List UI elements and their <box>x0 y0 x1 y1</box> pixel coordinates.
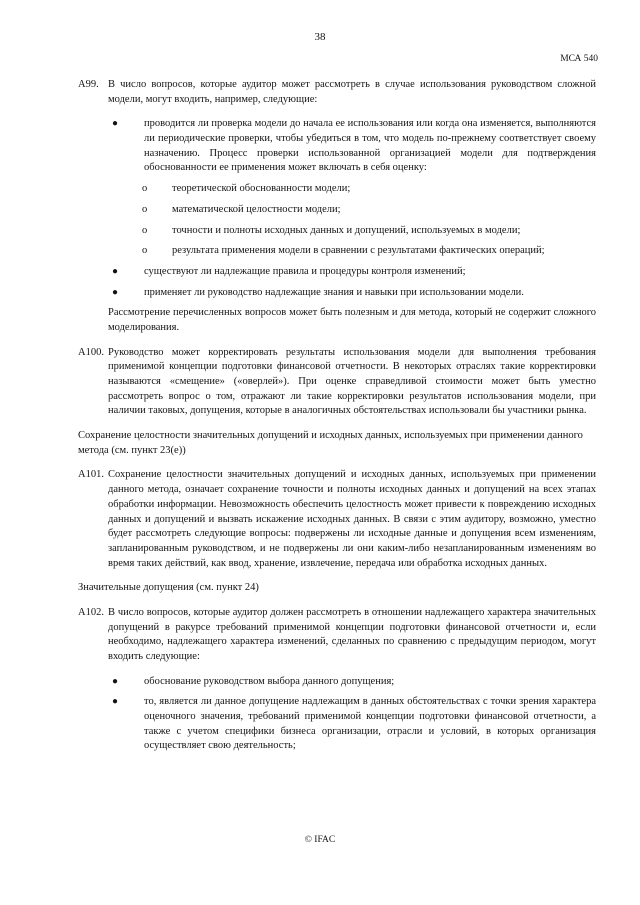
paragraph-number: A102. <box>78 606 104 618</box>
paragraph-continuation: Рассмотрение перечисленных вопросов может быть полезным и для метода, который не содержит сложного моделирования. <box>108 307 596 333</box>
list-item-text: существуют ли надлежащие правила и процедуры контроля изменений; <box>144 265 466 277</box>
sub-list-item <box>140 224 596 239</box>
paragraph-text: Руководство может корректировать результаты использования модели для выполнения требования применимой концепции подготовки финансовой отчетности. В некоторых отраслях такие корректировки называются «смещение» («оверлей»). При оценке справедливой стоимости может быть уместно рассмотреть вопрос о том, отражают ли такие корректировки результатов использования модели, при наличии таковых, допущения, которые в аналогичных обстоятельствах использовали бы участники рынка. <box>108 346 596 417</box>
list-item-text: применяет ли руководство надлежащие знания и навыки при использовании модели. <box>144 286 524 298</box>
bullet-icon: ● <box>112 696 119 708</box>
list-item <box>108 675 596 690</box>
sub-bullet-marker: o <box>142 203 148 215</box>
paragraph-a99 <box>78 78 596 107</box>
paragraph-number: A99. <box>78 79 99 90</box>
page-body <box>78 78 596 760</box>
list-item <box>108 286 596 301</box>
paragraph-number: A100. <box>78 346 104 358</box>
bullet-icon: ● <box>112 286 119 298</box>
sub-list-item-text: результата применения модели в сравнении с результатами фактических операций; <box>172 245 545 257</box>
paragraph-text: В число вопросов, которые аудитор должен рассмотреть в отношении надлежащего характера значительных допущений в ракурсе требований применимой концепции подготовки финансовой отчетности и, если необходимо, надлежащего характера изменений, сделанных по сравнению с предыдущим периодом, могут входить следующие: <box>108 606 596 662</box>
bullet-icon: ● <box>112 675 119 687</box>
sub-bullet-marker: o <box>142 224 148 236</box>
sub-bullet-marker: o <box>142 183 148 195</box>
sub-list-item <box>140 182 596 197</box>
list-item <box>108 695 596 754</box>
paragraph-text: Сохранение целостности значительных допущений и исходных данных, используемых при применении данного метода, означает сохранение точности и полноты исходных данных и допущений на всех этапах обработки информации. Невозможность обеспечить целостность может привести к повреждению исходных данных и допущений и вызвать искажение исходных данных. В связи с этим аудитору, возможно, уместно будет рассмотреть следующие вопросы: подвержены ли исходные данные и допущения всем изменениям, запланированным руководством, и не подвержены ли они каким-либо незапланированным изменениям во время таких действий, как ввод, хранение, извлечение, передача или обработка исходных данных. <box>108 469 596 569</box>
paragraph-number: A101. <box>78 469 104 481</box>
list-item-text: то, является ли данное допущение надлежащим в данных обстоятельствах с точки зрения характера оценочного значения, требований применимой концепции подготовки финансовой отчетности, а также с учетом специфики бизнеса организации, отрасли и условий, в которых организация осуществляет свою деятельность; <box>144 696 596 752</box>
footer-copyright: © IFAC <box>304 835 336 845</box>
section-heading: Значительные допущения (см. пункт 24) <box>78 582 259 594</box>
sub-list-item-text: точности и полноты исходных данных и допущений, используемых в модели; <box>172 224 521 236</box>
paragraph-text: В число вопросов, которые аудитор может рассмотреть в случае использования руководством сложной модели, могут входить, например, следующие: <box>108 79 596 105</box>
list-item <box>108 117 596 176</box>
bullet-icon: ● <box>112 265 119 277</box>
bullet-icon: ● <box>112 118 119 130</box>
paragraph-a101 <box>78 468 596 571</box>
paragraph-a102 <box>78 606 596 665</box>
sub-list-item-text: математической целостности модели; <box>172 203 341 215</box>
list-item-text: обоснование руководством выбора данного допущения; <box>144 675 395 687</box>
section-heading: Сохранение целостности значительных допущений и исходных данных, используемых при применении данного метода (см. пункт 23(е)) <box>78 430 583 456</box>
sub-list-item <box>140 203 596 218</box>
sub-list-item <box>140 244 596 259</box>
list-item-text: проводится ли проверка модели до начала ее использования или когда она изменяется, выполняются ли периодические проверки, чтобы убедиться в том, что модель по-прежнему соответствует своему назначению. Процесс проверки использованной организацией модели для подтверждения обоснованности ее применения может включать в себя оценку: <box>144 118 596 174</box>
document-code: МСА 540 <box>560 54 598 64</box>
sub-list-item-text: теоретической обоснованности модели; <box>172 183 351 195</box>
page-number: 38 <box>314 31 326 43</box>
sub-bullet-marker: o <box>142 245 148 257</box>
list-item <box>108 265 596 280</box>
paragraph-a100 <box>78 346 596 419</box>
